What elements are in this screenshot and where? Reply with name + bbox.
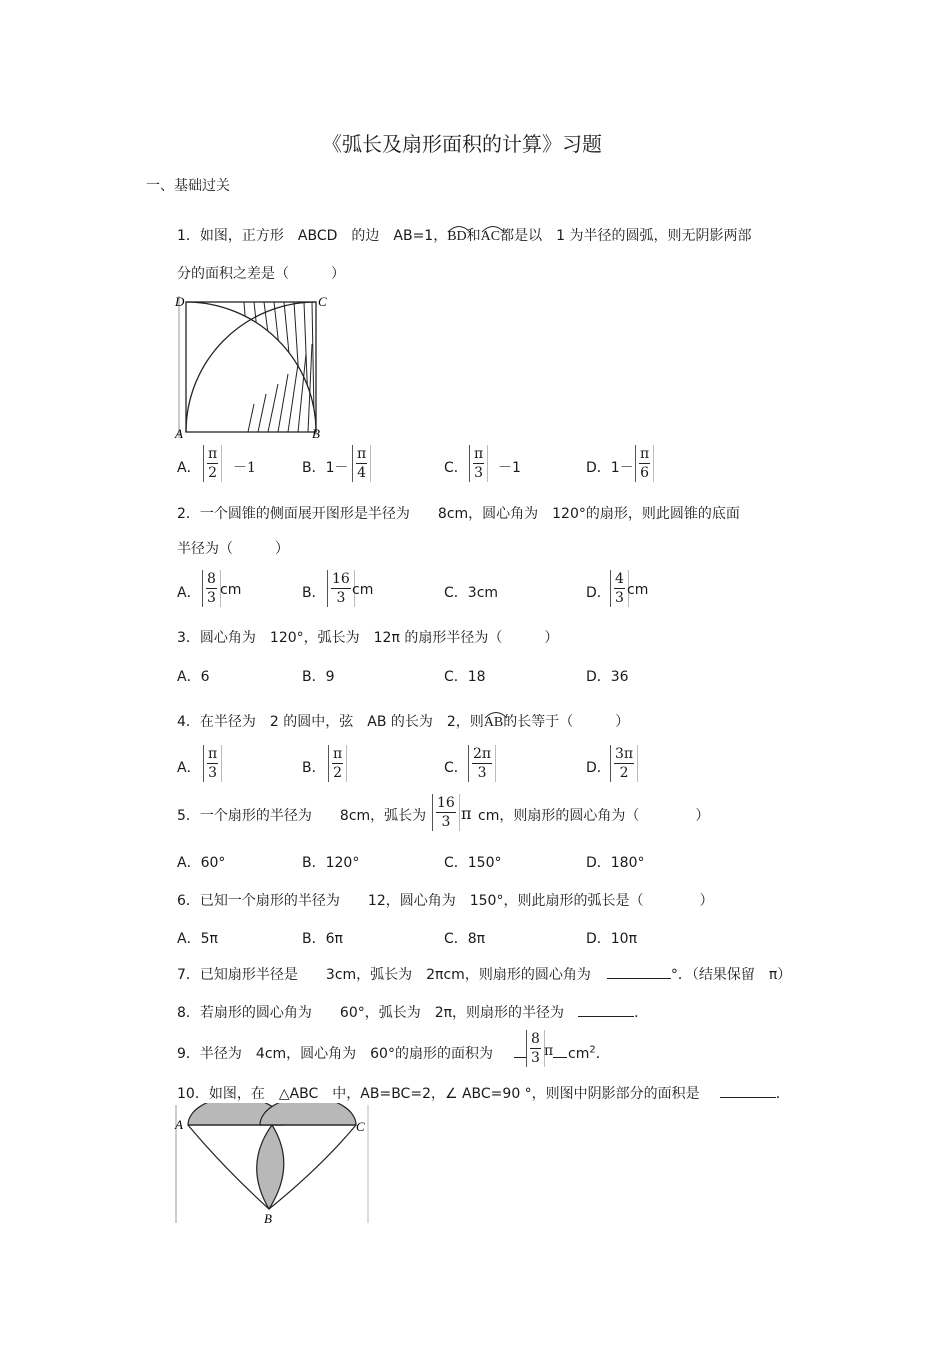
question-7-text: 7．已知扇形半径是 3cm，弧长为 2πcm，则扇形的圆心角为 °．（结果保留 π）	[177, 967, 792, 983]
q1-arc-ac: AC	[481, 229, 500, 245]
label-b: B	[264, 1211, 272, 1226]
q4-option-d[interactable]: D．	[586, 760, 611, 776]
q4-arc-ab: AB	[484, 715, 503, 731]
q2-option-a-unit: cm	[220, 582, 242, 598]
q3-option-a[interactable]: A．6	[177, 669, 210, 685]
q5-option-a[interactable]: A．60°	[177, 855, 226, 871]
label-b: B	[312, 426, 320, 440]
label-c: C	[318, 294, 327, 309]
question-5-text: 5．一个扇形的半径为 8cm，弧长为	[177, 808, 427, 824]
q1-option-b[interactable]: B．1－	[302, 460, 349, 476]
question-10-text: 10．如图，在 △ABC 中，AB=BC=2，∠ ABC=90 °，则图中阴影部分的面积是 ．	[177, 1086, 790, 1102]
q7-answer-blank[interactable]	[607, 978, 671, 979]
arc-mark-icon	[447, 223, 471, 233]
q5-option-b[interactable]: B．120°	[302, 855, 360, 871]
q2-option-d-unit: cm	[627, 582, 649, 598]
q5-option-d[interactable]: D．180°	[586, 855, 645, 871]
question-1-text	[177, 225, 751, 245]
question-8-text: 8．若扇形的圆心角为 60°，弧长为 2π，则扇形的半径为 ．	[177, 1005, 649, 1021]
q9-pi: π	[544, 1043, 554, 1059]
q3-option-b[interactable]: B．9	[302, 669, 335, 685]
q4-option-d-fraction: $\frac{3\pi}{2}$	[610, 745, 638, 782]
arc-bd	[186, 302, 316, 432]
question-2-text: 2．一个圆锥的侧面展开图形是半径为 8cm，圆心角为 120°的扇形，则此圆锥的底面	[177, 506, 740, 522]
q1-option-a-fraction: $\frac{\pi}{2}$	[203, 445, 222, 482]
arc-mark-icon	[481, 223, 505, 233]
q5-option-c[interactable]: C．150°	[444, 855, 502, 871]
q6-option-c[interactable]: C．8π	[444, 931, 486, 947]
q2-option-b-unit: cm	[352, 582, 374, 598]
q5-fraction: $\frac{16}{3}$	[432, 794, 460, 831]
q6-option-b[interactable]: B．6π	[302, 931, 343, 947]
label-d: D	[175, 294, 185, 309]
q1-option-a-tail: －1	[233, 460, 256, 476]
q2-option-b-fraction: $\frac{16}{3}$	[327, 570, 355, 607]
q2-option-c[interactable]: C．3cm	[444, 585, 499, 601]
q6-option-d[interactable]: D．10π	[586, 931, 638, 947]
q3-option-d[interactable]: D．36	[586, 669, 629, 685]
q9-underline-right	[553, 1057, 567, 1058]
q2-option-a-fraction: $\frac{8}{3}$	[202, 570, 221, 607]
right-shaded-cap	[260, 1103, 356, 1125]
label-c: C	[356, 1119, 365, 1134]
q6-option-a[interactable]: A．5π	[177, 931, 218, 947]
q4-option-b[interactable]: B．	[302, 760, 326, 776]
q10-answer-blank[interactable]	[720, 1097, 776, 1098]
q4-option-a[interactable]: A．	[177, 760, 201, 776]
q4-option-c[interactable]: C．	[444, 760, 468, 776]
arc-ac	[186, 302, 316, 432]
arc-mark-icon	[484, 709, 508, 719]
q8-answer-blank[interactable]	[578, 1016, 634, 1017]
q4-option-b-fraction: $\frac{\pi}{2}$	[328, 745, 347, 782]
q4-option-a-fraction: $\frac{\pi}{3}$	[203, 745, 222, 782]
q5-post: cm，则扇形的圆心角为（ ）	[478, 808, 710, 824]
q2-option-a[interactable]: A．	[177, 585, 201, 601]
question-1-line2: 分的面积之差是（ ）	[177, 266, 345, 282]
label-a: A	[175, 1117, 183, 1132]
question-3-text: 3．圆心角为 120°，弧长为 12π 的扇形半径为（ ）	[177, 630, 559, 646]
q1-option-a[interactable]: A．	[177, 460, 201, 476]
question-4-text: 4．在半径为 2 的圆中，弦 AB 的长为 2，则 AB的长等于（ ）	[177, 711, 629, 731]
page-title: 《弧长及扇形面积的计算》习题	[322, 132, 602, 156]
q1-option-b-fraction: $\frac{\pi}{4}$	[352, 445, 371, 482]
q9-underline-left	[514, 1057, 526, 1058]
q2-option-d-fraction: $\frac{4}{3}$	[610, 570, 629, 607]
q1-post: 都是以 1 为半径的圆弧，则无阴影两部	[500, 228, 752, 244]
q1-option-d[interactable]: D．1－	[586, 460, 634, 476]
q2-option-d[interactable]: D．	[586, 585, 611, 601]
section-heading: 一、基础过关	[146, 178, 230, 194]
q1-option-c-tail: －1	[498, 460, 521, 476]
q9-unit: $cm^2$．	[568, 1044, 610, 1062]
q1-mid: 和	[466, 228, 481, 244]
q4-option-c-fraction: $\frac{2\pi}{3}$	[468, 745, 496, 782]
question-1-figure	[174, 294, 334, 440]
question-9-text: 9．半径为 4cm，圆心角为 60°的扇形的面积为	[177, 1046, 493, 1062]
q1-option-d-fraction: $\frac{\pi}{6}$	[635, 445, 654, 482]
question-6-text: 6．已知一个扇形的半径为 12，圆心角为 150°，则此扇形的弧长是（ ）	[177, 893, 714, 909]
q1-pre: 1．如图，正方形 ABCD 的边 AB=1，	[177, 228, 448, 244]
q1-arc-bd: BD	[447, 229, 466, 245]
q3-option-c[interactable]: C．18	[444, 669, 486, 685]
label-a: A	[175, 426, 183, 440]
question-2-line2: 半径为（ ）	[177, 541, 289, 557]
q1-option-c[interactable]: C．	[444, 460, 468, 476]
center-shaded-lens	[257, 1125, 284, 1209]
q1-option-c-fraction: $\frac{\pi}{3}$	[469, 445, 488, 482]
q2-option-b[interactable]: B．	[302, 585, 326, 601]
square-outline	[186, 302, 316, 432]
q5-pi: π	[461, 804, 472, 823]
question-10-figure	[173, 1103, 373, 1227]
q9-fraction: $\frac{8}{3}$	[526, 1030, 545, 1067]
